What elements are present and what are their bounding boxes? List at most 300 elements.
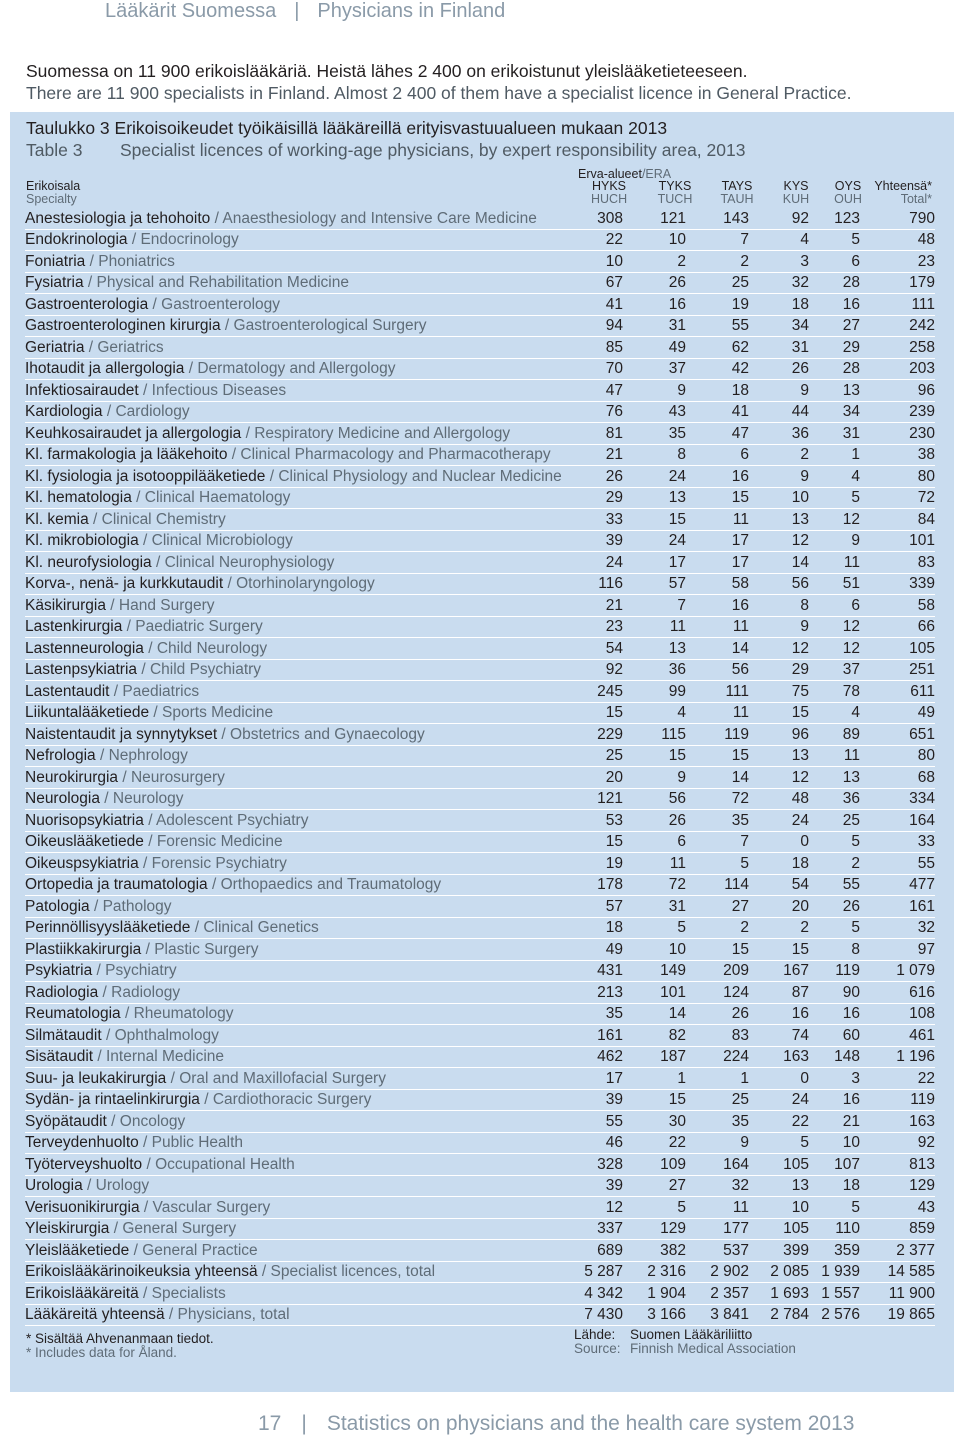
value-cell: 2 [809,853,860,875]
table-row [25,1240,935,1262]
table-row [25,1197,935,1219]
value-cell: 27 [623,1175,686,1197]
specialty-cell [25,251,573,273]
specialty-name-fi: Gastroenterologia [25,295,149,313]
specialty-separator: / [257,1263,271,1280]
table-row [25,638,935,660]
value-cell: 26 [809,896,860,918]
specialty-cell [25,1132,573,1154]
value-cell: 4 342 [573,1283,623,1305]
table-row [25,616,935,638]
specialty-name-fi: Neurologia [25,790,100,807]
specialty-cell [25,1304,573,1326]
value-cell: 790 [860,208,935,229]
specialty-name-en: Infectious Diseases [151,381,287,399]
value-cell: 339 [860,573,935,595]
value-cell: 2 902 [686,1261,749,1283]
specialty-cell [25,810,573,832]
value-cell: 24 [573,552,623,574]
specialty-name-fi: Liikuntalääketiede [25,704,150,721]
specialty-name-en: Phoniatrics [98,252,175,270]
table-row [25,960,935,982]
specialty-separator: / [265,467,279,485]
value-cell: 11 [809,552,860,574]
value-cell: 334 [860,788,935,810]
value-cell: 7 430 [573,1304,623,1326]
value-cell: 177 [686,1218,749,1240]
value-cell: 224 [686,1046,749,1068]
col-header-6-en: Total* [900,192,932,206]
value-cell: 10 [623,939,686,961]
table-title-en [26,140,746,161]
specialty-separator: / [138,854,152,872]
specialty-name-fi: Korva-, nenä- ja kurkkutaudit [25,575,224,592]
value-cell: 7 [686,831,749,853]
value-cell: 83 [860,552,935,574]
specialty-cell [25,788,573,810]
value-cell: 2 784 [749,1304,809,1326]
specialty-separator: / [85,252,99,270]
value-cell: 9 [809,530,860,552]
value-cell: 26 [623,810,686,832]
specialty-name-fi: Verisuonikirurgia [25,1198,140,1216]
value-cell: 178 [573,874,623,896]
value-cell: 6 [809,595,860,617]
value-cell: 55 [809,874,860,896]
value-cell: 15 [749,702,809,724]
value-cell: 15 [623,745,686,767]
specialty-separator: / [88,510,102,528]
value-cell: 9 [623,380,686,402]
specialty-name-en: Geriatrics [97,338,164,356]
specialty-cell [25,294,573,316]
specialty-cell [25,1218,573,1240]
col-header-1-en: HUCH [591,192,628,206]
value-cell: 66 [860,616,935,638]
value-cell: 35 [623,423,686,445]
page-footer [258,1412,854,1436]
value-cell: 462 [573,1046,623,1068]
value-cell: 18 [573,917,623,939]
specialty-cell [25,229,573,251]
value-cell: 21 [809,1111,860,1133]
value-cell: 12 [573,1197,623,1219]
specialty-cell [25,573,573,595]
specialty-name-fi: Urologia [25,1177,83,1194]
specialty-cell [25,487,573,509]
specialty-separator: / [127,231,141,248]
value-cell: 10 [809,1132,860,1154]
value-cell: 7 [686,229,749,251]
specialty-name-en: Dermatology and Allergology [197,360,396,377]
value-cell: 3 [749,251,809,273]
value-cell: 2 [749,917,809,939]
specialty-separator: / [143,639,157,657]
value-cell: 242 [860,315,935,337]
value-cell: 1 196 [860,1046,935,1068]
value-cell: 4 [809,466,860,488]
value-cell: 21 [573,444,623,466]
value-cell: 55 [573,1111,623,1133]
value-cell: 187 [623,1046,686,1068]
value-cell: 611 [860,681,935,703]
specialty-name-en: Adolescent Psychiatry [155,811,309,829]
col-header-5 [832,180,864,206]
value-cell: 22 [623,1132,686,1154]
value-cell: 12 [749,638,809,660]
value-cell: 18 [749,853,809,875]
source-text-en: Finnish Medical Association [630,1341,796,1356]
specialty-separator: / [138,1284,152,1302]
specialty-name-fi: Reumatologia [25,1005,121,1022]
value-cell: 39 [573,1175,623,1197]
value-cell: 8 [623,444,686,466]
specialty-name-en: Paediatrics [122,682,200,700]
table-row [25,337,935,359]
specialty-name-fi: Endokrinologia [25,231,128,248]
value-cell: 105 [749,1154,809,1176]
specialty-name-en: Psychiatry [105,962,177,979]
value-cell: 2 316 [623,1261,686,1283]
value-cell: 28 [809,358,860,380]
value-cell: 53 [573,810,623,832]
value-cell: 5 [749,1132,809,1154]
specialty-cell [25,337,573,359]
specialty-cell [25,358,573,380]
specialty-name-fi: Lastenkirurgia [25,618,123,635]
specialty-cell [25,616,573,638]
specialty-name-fi: Ortopedia ja traumatologia [25,876,208,893]
value-cell: 33 [860,831,935,853]
value-cell: 57 [573,896,623,918]
specialty-name-fi: Infektiosairaudet [25,381,139,399]
table-row [25,1218,935,1240]
specialty-separator: / [190,919,204,936]
value-cell: 37 [623,358,686,380]
value-cell: 229 [573,724,623,746]
value-cell: 99 [623,681,686,703]
value-cell: 107 [809,1154,860,1176]
specialty-name-en: Clinical Pharmacology and Pharmacotherapy [240,446,551,463]
value-cell: 477 [860,874,935,896]
specialty-separator: / [138,532,152,549]
table-row [25,530,935,552]
value-cell: 72 [623,874,686,896]
value-cell: 859 [860,1218,935,1240]
specialty-name-en: Child Psychiatry [149,661,262,678]
value-cell: 56 [623,788,686,810]
specialty-name-en: Nephrology [108,747,188,764]
value-cell: 16 [686,595,749,617]
specialty-cell [25,874,573,896]
value-cell: 121 [623,208,686,229]
specialty-cell [25,745,573,767]
table-row [25,229,935,251]
value-cell: 431 [573,960,623,982]
value-cell: 124 [686,982,749,1004]
table-row [25,831,935,853]
specialty-name-fi: Kl. kemia [25,510,89,528]
specialty-separator: / [137,661,150,678]
value-cell: 80 [860,745,935,767]
header-title-fi: Lääkärit Suomessa [105,0,277,22]
table-row [25,1304,935,1326]
value-cell: 2 [623,251,686,273]
specialty-name-en: Plastic Surgery [154,940,259,958]
value-cell: 813 [860,1154,935,1176]
specialty-cell [25,917,573,939]
value-cell: 11 [623,853,686,875]
value-cell: 4 [749,229,809,251]
value-cell: 58 [860,595,935,617]
table-body [25,208,935,1326]
specialty-separator: / [166,1069,180,1087]
value-cell: 2 085 [749,1261,809,1283]
specialist-table [25,208,935,1326]
value-cell: 21 [573,595,623,617]
value-cell: 28 [809,272,860,294]
value-cell: 14 [686,638,749,660]
value-cell: 108 [860,1003,935,1025]
specialty-separator: / [109,1220,123,1237]
value-cell: 27 [686,896,749,918]
col-header-2-fi: TYKS [658,179,692,193]
specialty-cell [25,702,573,724]
specialty-name-en: Physical and Rehabilitation Medicine [96,274,349,291]
specialty-cell [25,638,573,660]
value-cell: 359 [809,1240,860,1262]
value-cell: 82 [623,1025,686,1047]
value-cell: 114 [686,874,749,896]
value-cell: 105 [749,1218,809,1240]
value-cell: 16 [749,1003,809,1025]
col-header-2 [656,180,694,206]
value-cell: 110 [809,1218,860,1240]
specialty-name-en: Cardiothoracic Surgery [212,1091,372,1108]
value-cell: 17 [623,552,686,574]
specialty-separator: / [142,1155,156,1173]
value-cell: 15 [686,487,749,509]
specialty-name-en: Otorhinolaryngology [236,575,375,592]
specialty-name-en: Gastroenterology [161,295,281,313]
value-cell: 36 [749,423,809,445]
value-cell: 537 [686,1240,749,1262]
specialty-separator: / [105,596,119,614]
specialty-name-en: Clinical Microbiology [151,532,293,549]
specialty-name-fi: Radiologia [25,983,99,1001]
footnote [26,1332,214,1360]
specialty-name-fi: Nuorisopsykiatria [25,811,144,829]
specialty-separator: / [131,489,145,506]
value-cell: 149 [623,960,686,982]
value-cell: 6 [686,444,749,466]
value-cell: 10 [623,229,686,251]
specialty-cell [25,1025,573,1047]
value-cell: 11 [686,616,749,638]
footer-separator: | [301,1412,307,1435]
value-cell: 55 [686,315,749,337]
value-cell: 2 [686,251,749,273]
specialty-name-en: General Practice [142,1241,258,1259]
value-cell: 13 [623,487,686,509]
specialty-name-en: Vascular Surgery [152,1198,271,1216]
specialty-cell [25,724,573,746]
specialty-name-fi: Lääkäreitä yhteensä [25,1306,165,1323]
value-cell: 43 [623,401,686,423]
value-cell: 119 [809,960,860,982]
specialty-cell [25,1068,573,1090]
value-cell: 13 [623,638,686,660]
value-cell: 5 [809,917,860,939]
value-cell: 1 693 [749,1283,809,1305]
value-cell: 164 [860,810,935,832]
footnote-en: * Includes data for Åland. [26,1345,177,1360]
value-cell: 44 [749,401,809,423]
table-row [25,853,935,875]
specialty-header [26,180,80,206]
value-cell: 94 [573,315,623,337]
specialty-name-en: Public Health [151,1134,243,1151]
value-cell: 89 [809,724,860,746]
value-cell: 1 [686,1068,749,1090]
value-cell: 15 [623,509,686,531]
value-cell: 382 [623,1240,686,1262]
value-cell: 96 [749,724,809,746]
table-row [25,745,935,767]
specialty-separator: / [143,833,157,850]
header-title-en: Physicians in Finland [317,0,506,22]
table-row [25,380,935,402]
specialty-name-fi: Lastenpsykiatria [25,661,138,678]
specialty-name-en: Clinical Physiology and Nuclear Medicine [278,467,562,485]
value-cell: 49 [860,702,935,724]
value-cell: 258 [860,337,935,359]
value-cell: 616 [860,982,935,1004]
col-header-3-fi: TAYS [721,179,753,193]
value-cell: 143 [686,208,749,229]
specialty-name-fi: Fysiatria [25,274,84,291]
value-cell: 43 [860,1197,935,1219]
specialty-separator: / [199,1091,213,1108]
specialty-name-en: Endocrinology [140,231,239,248]
specialty-cell [25,208,573,229]
value-cell: 47 [686,423,749,445]
specialty-cell [25,681,573,703]
value-cell: 161 [573,1025,623,1047]
value-cell: 54 [573,638,623,660]
value-cell: 13 [749,745,809,767]
value-cell: 16 [686,466,749,488]
value-cell: 14 585 [860,1261,935,1283]
specialty-separator: / [84,338,98,356]
value-cell: 163 [860,1111,935,1133]
specialty-name-fi: Lastentaudit [25,682,110,700]
table-row [25,1046,935,1068]
specialty-separator: / [207,876,221,893]
value-cell: 37 [809,659,860,681]
value-cell: 48 [749,788,809,810]
value-cell: 29 [573,487,623,509]
value-cell: 24 [623,466,686,488]
value-cell: 5 287 [573,1261,623,1283]
value-cell: 39 [573,1089,623,1111]
specialty-name-en: Respiratory Medicine and Allergology [254,424,511,442]
specialty-name-fi: Neurokirurgia [25,768,119,786]
specialty-cell [25,896,573,918]
specialty-separator: / [149,704,163,721]
region-header-fi: Erva-alueet [578,167,642,181]
specialty-cell [25,960,573,982]
value-cell: 13 [809,380,860,402]
col-header-2-en: TUCH [657,192,693,206]
specialty-name-en: Anaesthesiology and Intensive Care Medicine [222,209,537,227]
value-cell: 62 [686,337,749,359]
value-cell: 54 [749,874,809,896]
specialty-cell [25,1283,573,1305]
specialty-cell [25,982,573,1004]
specialty-name-fi: Kl. hematologia [25,489,132,506]
value-cell: 81 [573,423,623,445]
table-row [25,681,935,703]
specialty-separator: / [148,295,162,313]
value-cell: 31 [749,337,809,359]
value-cell: 8 [749,595,809,617]
value-cell: 9 [749,380,809,402]
specialty-cell [25,1003,573,1025]
table-row [25,595,935,617]
specialty-cell [25,423,573,445]
value-cell: 92 [573,659,623,681]
value-cell: 2 377 [860,1240,935,1262]
table-row [25,917,935,939]
value-cell: 14 [686,767,749,789]
specialty-separator: / [223,575,237,592]
value-cell: 46 [573,1132,623,1154]
value-cell: 1 939 [809,1261,860,1283]
value-cell: 31 [623,896,686,918]
value-cell: 32 [749,272,809,294]
specialty-cell [25,401,573,423]
specialty-name-fi: Gastroenterologinen kirurgia [25,317,221,334]
col-header-3-en: TAUH [720,192,754,206]
specialty-separator: / [141,940,155,958]
value-cell: 337 [573,1218,623,1240]
value-cell: 5 [809,831,860,853]
page-number: 17 [258,1412,282,1435]
value-cell: 26 [623,272,686,294]
specialty-name-fi: Naistentaudit ja synnytykset [25,725,218,743]
value-cell: 213 [573,982,623,1004]
value-cell: 11 [809,745,860,767]
value-cell: 11 [686,509,749,531]
specialty-name-en: Hand Surgery [118,596,215,614]
value-cell: 30 [623,1111,686,1133]
specialty-name-fi: Anestesiologia ja tehohoito [25,209,211,227]
value-cell: 18 [809,1175,860,1197]
col-header-5-fi: OYS [834,179,862,193]
value-cell: 13 [809,767,860,789]
value-cell: 115 [623,724,686,746]
value-cell: 10 [749,487,809,509]
specialty-name-fi: Keuhkosairaudet ja allergologia [25,424,242,442]
value-cell: 651 [860,724,935,746]
specialty-name-fi: Terveydenhuolto [25,1134,139,1151]
specialty-name-en: General Surgery [122,1220,237,1237]
table-row [25,724,935,746]
value-cell: 148 [809,1046,860,1068]
specialty-separator: / [122,618,136,635]
specialty-separator: / [210,209,223,227]
